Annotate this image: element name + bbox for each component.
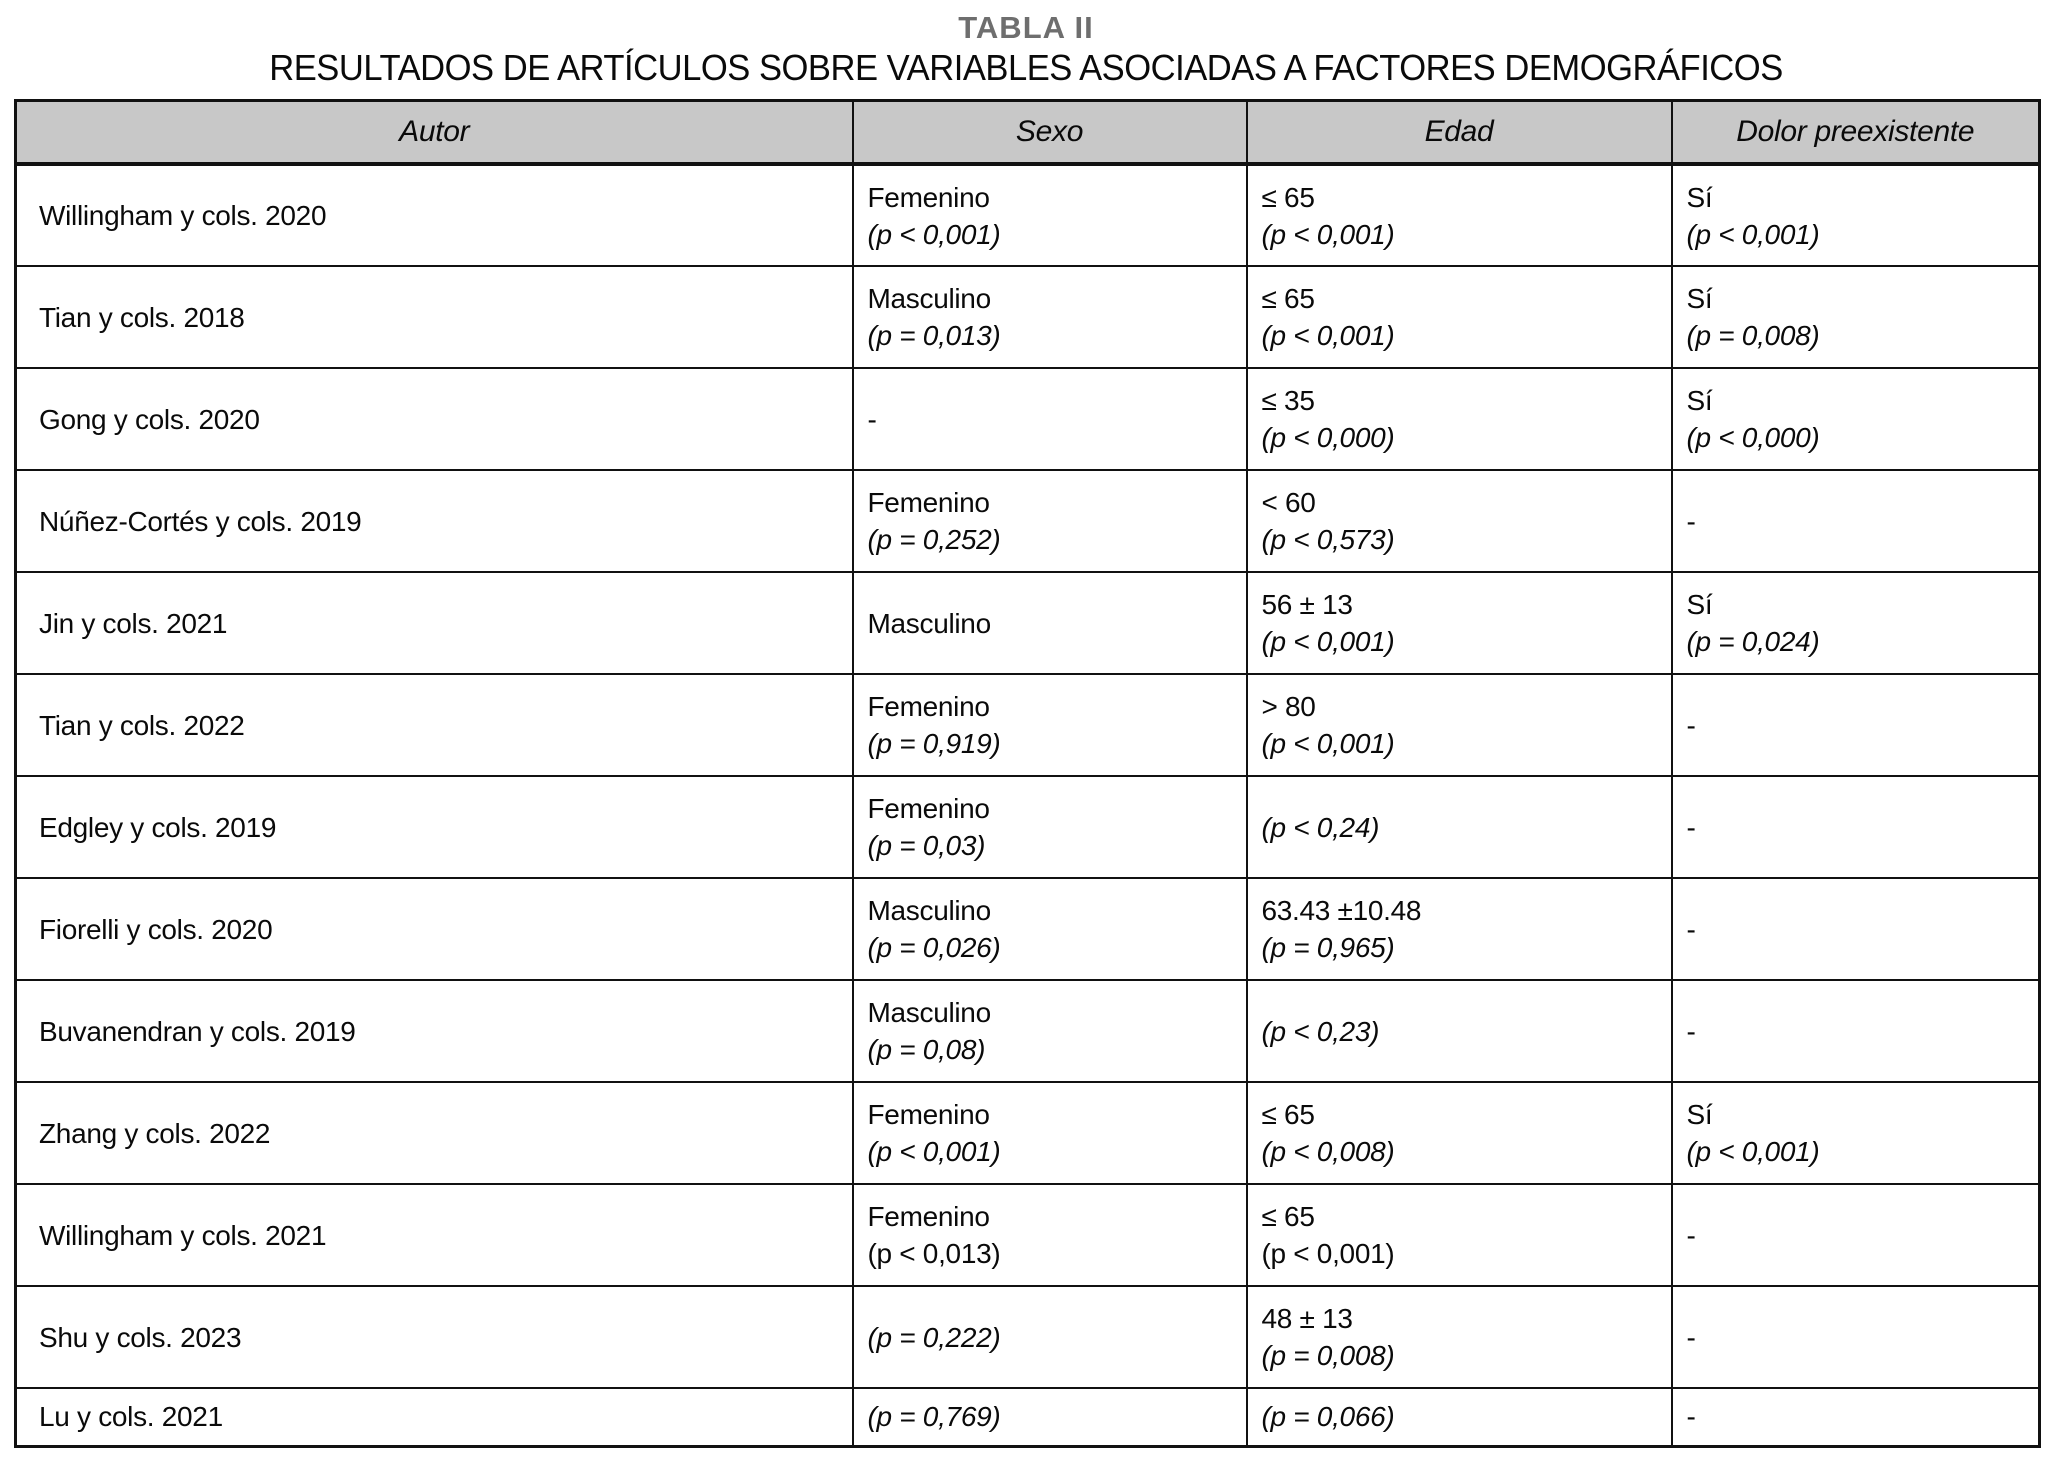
- table-row: [16, 878, 2040, 980]
- table-row: [16, 674, 2040, 776]
- cell-line: -: [1686, 811, 1696, 843]
- cell-line: Willingham y cols. 2020: [39, 200, 327, 231]
- cell-line: -: [867, 403, 877, 435]
- results-table: [14, 99, 2041, 1448]
- cell-line: Zhang y cols. 2022: [39, 1117, 271, 1149]
- dolor-cell: [1672, 266, 2040, 368]
- dolor-cell: [1672, 776, 2040, 878]
- cell-line: Masculino: [867, 997, 991, 1028]
- autor-cell: [16, 164, 853, 266]
- dolor-cell: [1672, 1082, 2040, 1184]
- dolor-cell: [1672, 1184, 2040, 1286]
- cell-line: Buvanendran y cols. 2019: [39, 1015, 356, 1047]
- title-block: [0, 0, 2052, 90]
- edad-cell: [1247, 878, 1672, 980]
- edad-cell: [1247, 1082, 1672, 1184]
- cell-line: (p < 0,001): [1261, 626, 1395, 657]
- cell-line: (p < 0,001): [1686, 218, 1820, 250]
- cell-line: (p < 0,001): [1261, 218, 1395, 250]
- edad-cell: [1247, 164, 1672, 266]
- cell-line: 63.43 ±10.48: [1261, 895, 1422, 926]
- column-header-dolor-preexistente: Dolor preexistente: [1672, 101, 2040, 165]
- edad-cell: [1247, 980, 1672, 1082]
- autor-cell: [16, 1388, 853, 1446]
- cell-line: Willingham y cols. 2021: [39, 1219, 327, 1251]
- table-row: [16, 1082, 2040, 1184]
- sexo-cell: [853, 1082, 1247, 1184]
- cell-line: (p < 0,000): [1686, 422, 1820, 453]
- table-row: [16, 470, 2040, 572]
- autor-cell: [16, 368, 853, 470]
- edad-cell: [1247, 674, 1672, 776]
- autor-cell: [16, 776, 853, 878]
- cell-line: Tian y cols. 2018: [39, 301, 245, 333]
- column-header-edad: Edad: [1247, 101, 1672, 165]
- autor-cell: [16, 572, 853, 674]
- sexo-cell: [853, 470, 1247, 572]
- edad-cell: [1247, 776, 1672, 878]
- cell-line: Edgley y cols. 2019: [39, 811, 277, 843]
- cell-line: (p < 0,008): [1261, 1136, 1395, 1167]
- edad-cell: [1247, 368, 1672, 470]
- cell-line: Sí: [1686, 283, 1713, 314]
- column-header-sexo: Sexo: [853, 101, 1247, 165]
- cell-line: ≤ 65: [1261, 1201, 1315, 1232]
- cell-line: Sí: [1686, 181, 1713, 213]
- cell-line: (p = 0,013): [867, 320, 1001, 351]
- autor-cell: [16, 1286, 853, 1388]
- dolor-cell: [1672, 164, 2040, 266]
- table-header: [16, 101, 2040, 165]
- edad-cell: [1247, 266, 1672, 368]
- table-row: [16, 266, 2040, 368]
- dolor-cell: [1672, 1388, 2040, 1446]
- cell-line: Femenino: [867, 181, 990, 213]
- sexo-cell: [853, 164, 1247, 266]
- dolor-cell: [1672, 980, 2040, 1082]
- sexo-cell: [853, 1388, 1247, 1446]
- cell-line: ≤ 35: [1261, 385, 1315, 416]
- cell-line: (p < 0,23): [1261, 1015, 1380, 1047]
- cell-line: -: [1686, 1015, 1696, 1047]
- cell-line: (p = 0,222): [867, 1321, 1001, 1353]
- cell-line: Fiorelli y cols. 2020: [39, 913, 273, 945]
- cell-line: Tian y cols. 2022: [39, 709, 245, 741]
- cell-line: Femenino: [867, 1201, 990, 1232]
- cell-line: (p = 0,026): [867, 932, 1001, 963]
- cell-line: 56 ± 13: [1261, 589, 1353, 620]
- table-row: [16, 776, 2040, 878]
- header-row: [16, 101, 2040, 165]
- cell-line: (p = 0,965): [1261, 932, 1395, 963]
- cell-line: 48 ± 13: [1261, 1303, 1353, 1334]
- cell-line: -: [1686, 1321, 1696, 1353]
- sexo-cell: [853, 266, 1247, 368]
- cell-line: (p < 0,001): [1686, 1136, 1820, 1167]
- cell-line: (p = 0,008): [1686, 320, 1820, 351]
- cell-line: (p < 0,001): [867, 218, 1001, 250]
- cell-line: Sí: [1686, 1099, 1713, 1130]
- cell-line: Masculino: [867, 283, 991, 314]
- cell-line: ≤ 65: [1261, 181, 1315, 213]
- cell-line: Jin y cols. 2021: [39, 607, 228, 639]
- cell-line: (p < 0,000): [1261, 422, 1395, 453]
- sexo-cell: [853, 980, 1247, 1082]
- cell-line: (p < 0,24): [1261, 811, 1380, 843]
- autor-cell: [16, 980, 853, 1082]
- cell-line: (p < 0,001): [1261, 1238, 1395, 1269]
- cell-line: Masculino: [867, 607, 991, 639]
- table-row: [16, 1286, 2040, 1388]
- cell-line: (p = 0,024): [1686, 626, 1820, 657]
- cell-line: Gong y cols. 2020: [39, 403, 260, 435]
- edad-cell: [1247, 1286, 1672, 1388]
- dolor-cell: [1672, 674, 2040, 776]
- autor-cell: [16, 1082, 853, 1184]
- table-subtitle: RESULTADOS DE ARTÍCULOS SOBRE VARIABLES ASOCIADAS A FACTORES DEMOGRÁFICOS: [269, 47, 1783, 88]
- table-row: [16, 1184, 2040, 1286]
- cell-line: -: [1686, 1401, 1696, 1433]
- autor-cell: [16, 1184, 853, 1286]
- column-header-autor: Autor: [16, 101, 853, 165]
- cell-line: (p < 0,001): [1261, 728, 1395, 759]
- cell-line: Femenino: [867, 1099, 990, 1130]
- cell-line: (p = 0,769): [867, 1401, 1001, 1433]
- cell-line: -: [1686, 709, 1696, 741]
- cell-line: Lu y cols. 2021: [39, 1401, 223, 1433]
- table-title: TABLA II: [958, 10, 1094, 45]
- dolor-cell: [1672, 1286, 2040, 1388]
- cell-line: -: [1686, 1219, 1696, 1251]
- dolor-cell: [1672, 368, 2040, 470]
- cell-line: Femenino: [867, 793, 990, 824]
- table-row: [16, 1388, 2040, 1446]
- sexo-cell: [853, 572, 1247, 674]
- sexo-cell: [853, 368, 1247, 470]
- edad-cell: [1247, 1184, 1672, 1286]
- cell-line: Núñez-Cortés y cols. 2019: [39, 505, 362, 537]
- autor-cell: [16, 470, 853, 572]
- table-row: [16, 164, 2040, 266]
- sexo-cell: [853, 878, 1247, 980]
- dolor-cell: [1672, 572, 2040, 674]
- edad-cell: [1247, 1388, 1672, 1446]
- cell-line: -: [1686, 505, 1696, 537]
- dolor-cell: [1672, 878, 2040, 980]
- cell-line: < 60: [1261, 487, 1316, 518]
- edad-cell: [1247, 572, 1672, 674]
- cell-line: Sí: [1686, 385, 1713, 416]
- table-row: [16, 368, 2040, 470]
- cell-line: (p = 0,919): [867, 728, 1001, 759]
- cell-line: (p = 0,066): [1261, 1401, 1395, 1433]
- cell-line: -: [1686, 913, 1696, 945]
- cell-line: (p = 0,03): [867, 830, 986, 861]
- table-row: [16, 980, 2040, 1082]
- autor-cell: [16, 878, 853, 980]
- cell-line: Masculino: [867, 895, 991, 926]
- cell-line: Femenino: [867, 487, 990, 518]
- cell-line: (p < 0,001): [867, 1136, 1001, 1167]
- cell-line: Femenino: [867, 691, 990, 722]
- autor-cell: [16, 674, 853, 776]
- cell-line: ≤ 65: [1261, 1099, 1315, 1130]
- cell-line: (p = 0,008): [1261, 1340, 1395, 1371]
- cell-line: ≤ 65: [1261, 283, 1315, 314]
- table-body: [16, 164, 2040, 1446]
- cell-line: (p < 0,001): [1261, 320, 1395, 351]
- sexo-cell: [853, 674, 1247, 776]
- edad-cell: [1247, 470, 1672, 572]
- cell-line: Sí: [1686, 589, 1713, 620]
- sexo-cell: [853, 776, 1247, 878]
- table-row: [16, 572, 2040, 674]
- dolor-cell: [1672, 470, 2040, 572]
- cell-line: (p < 0,013): [867, 1238, 1001, 1269]
- sexo-cell: [853, 1286, 1247, 1388]
- cell-line: (p = 0,252): [867, 524, 1001, 555]
- cell-line: (p = 0,08): [867, 1034, 986, 1065]
- cell-line: Shu y cols. 2023: [39, 1321, 242, 1353]
- autor-cell: [16, 266, 853, 368]
- sexo-cell: [853, 1184, 1247, 1286]
- cell-line: (p < 0,573): [1261, 524, 1395, 555]
- cell-line: > 80: [1261, 691, 1316, 722]
